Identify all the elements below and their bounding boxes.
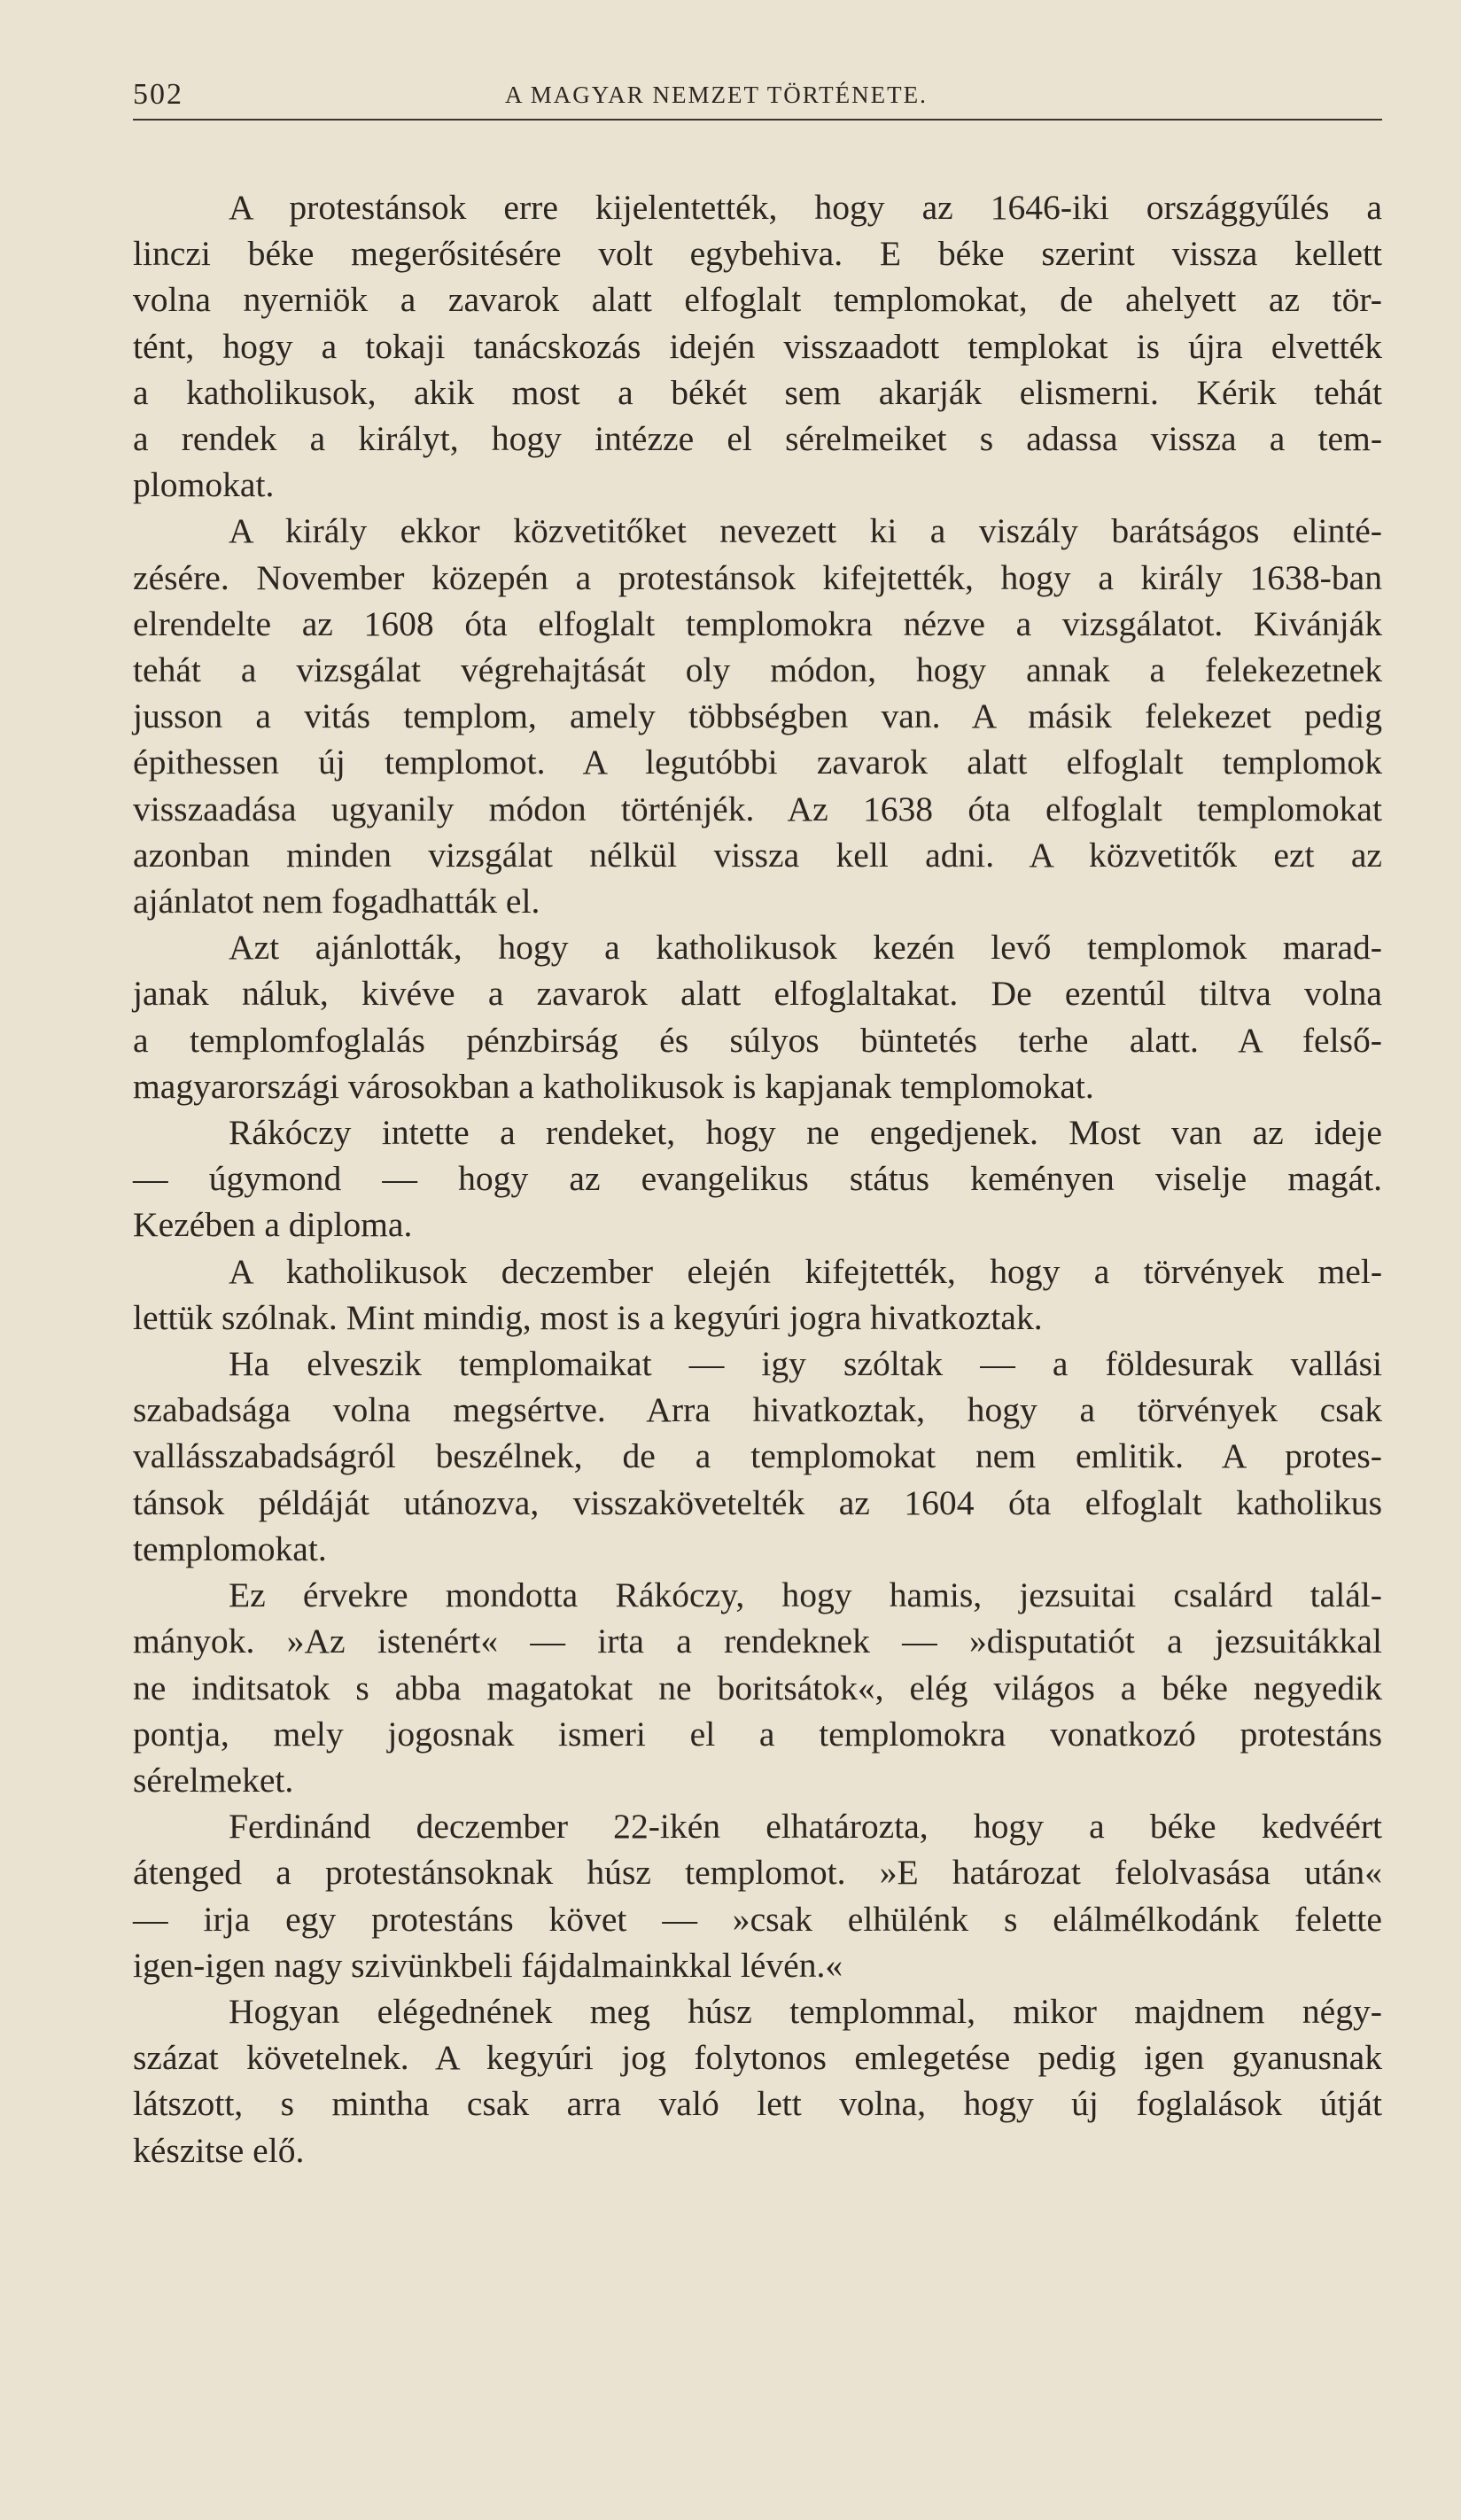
text-line: sérelmeket. [133, 1760, 294, 1800]
body-text [133, 184, 1382, 2174]
text-line: A király ekkor közvetitőket nevezett ki a viszály barátságos elinté- [229, 511, 1382, 551]
running-title: A MAGYAR NEMZET TÖRTÉNETE. [505, 82, 928, 108]
paragraph [133, 1109, 1382, 1248]
text-line: tánsok példáját utánozva, visszakövetelték az 1604 óta elfoglalt katholikus [133, 1482, 1382, 1522]
page-number: 502 [133, 78, 183, 111]
text-line: készitse elő. [133, 2130, 305, 2170]
text-line: volna nyerniök a zavarok alatt elfoglalt templomokat, de ahelyett az tör- [133, 280, 1382, 320]
text-line: — irja egy protestáns követ — »csak elhülénk s elálmélkodánk felette [133, 1899, 1382, 1939]
paragraph [133, 1248, 1382, 1341]
text-line: a rendek a királyt, hogy intézze el sérelmeiket s adassa vissza a tem- [133, 419, 1382, 459]
text-line: Hogyan elégednének meg húsz templommal, mikor majdnem négy- [229, 1991, 1382, 2031]
paragraph [133, 1572, 1382, 1803]
text-line: visszaadása ugyanily módon történjék. Az 1638 óta elfoglalt templomokat [133, 789, 1382, 828]
text-line: azonban minden vizsgálat nélkül vissza kell adni. A közvetitők ezt az [133, 835, 1382, 875]
text-line: — úgymond — hogy az evangelikus státus keményen viselje magát. [133, 1159, 1382, 1199]
text-line: Azt ajánlották, hogy a katholikusok kezén levő templomok marad- [229, 928, 1382, 968]
text-line: A katholikusok deczember elején kifejtették, hogy a törvények mel- [229, 1251, 1382, 1291]
paragraph [133, 184, 1382, 508]
text-line: ne inditsatok s abba magatokat ne boritsátok«, elég világos a béke negyedik [133, 1668, 1382, 1707]
text-line: Ez érvekre mondotta Rákóczy, hogy hamis, jezsuitai csalárd talál- [229, 1575, 1382, 1615]
text-line: épithessen új templomot. A legutóbbi zavarok alatt elfoglalt templomok [133, 743, 1382, 782]
text-line: pontja, mely jogosnak ismeri el a templomokra vonatkozó protestáns [133, 1714, 1382, 1754]
text-line: tehát a vizsgálat végrehajtását oly módon, hogy annak a felekezetnek [133, 650, 1382, 690]
text-line: ajánlatot nem fogadhatták el. [133, 882, 540, 922]
text-line: szabadsága volna megsértve. Arra hivatkoztak, hogy a törvények csak [133, 1390, 1382, 1430]
paragraph [133, 1341, 1382, 1572]
text-line: átenged a protestánsoknak húsz templomot. »E határozat felolvasása után« [133, 1853, 1382, 1893]
text-line: lettük szólnak. Mint mindig, most is a kegyúri jogra hivatkoztak. [133, 1297, 1043, 1337]
text-line: linczi béke megerősitésére volt egybehiva. E béke szerint vissza kellett [133, 234, 1382, 274]
text-line: A protestánsok erre kijelentették, hogy az 1646-iki országgyűlés a [229, 188, 1382, 227]
text-line: templomokat. [133, 1528, 327, 1568]
text-line: tént, hogy a tokaji tanácskozás idején visszaadott templokat is újra elvették [133, 326, 1382, 366]
text-line: látszott, s mintha csak arra való lett volna, hogy új foglalások útját [133, 2084, 1382, 2124]
text-line: jusson a vitás templom, amely többségben van. A másik felekezet pedig [133, 696, 1382, 736]
text-line: janak náluk, kivéve a zavarok alatt elfoglaltakat. De ezentúl tiltva volna [133, 974, 1382, 1014]
text-line: a katholikusok, akik most a békét sem akarják elismerni. Kérik tehát [133, 372, 1382, 412]
text-line: mányok. »Az istenért« — irta a rendeknek — »disputatiót a jezsuitákkal [133, 1622, 1382, 1661]
text-line: zésére. November közepén a protestánsok kifejtették, hogy a király 1638-ban [133, 557, 1382, 597]
text-line: Ha elveszik templomaikat — igy szóltak — a földesurak vallási [229, 1344, 1382, 1384]
text-line: Rákóczy intette a rendeket, hogy ne engedjenek. Most van az ideje [229, 1113, 1382, 1153]
text-line: Kezében a diploma. [133, 1205, 413, 1245]
paragraph [133, 1803, 1382, 1988]
text-line: igen-igen nagy szivünkbeli fájdalmainkkal lévén.« [133, 1945, 843, 1985]
text-line: magyarországi városokban a katholikusok is kapjanak templomokat. [133, 1066, 1094, 1106]
text-line: elrendelte az 1608 óta elfoglalt templomokra nézve a vizsgálatot. Kivánják [133, 603, 1382, 643]
text-line: vallásszabadságról beszélnek, de a templomokat nem emlitik. A protes- [133, 1436, 1382, 1476]
text-line: Ferdinánd deczember 22-ikén elhatározta, hogy a béke kedvéért [229, 1807, 1382, 1847]
paragraph [133, 1988, 1382, 2174]
paragraph [133, 924, 1382, 1109]
paragraph [133, 508, 1382, 924]
text-line: plomokat. [133, 465, 275, 505]
page-header [133, 78, 1382, 121]
text-line: a templomfoglalás pénzbirság és súlyos büntetés terhe alatt. A felső- [133, 1020, 1382, 1060]
text-line: százat követelnek. A kegyúri jog folytonos emlegetése pedig igen gyanusnak [133, 2038, 1382, 2078]
